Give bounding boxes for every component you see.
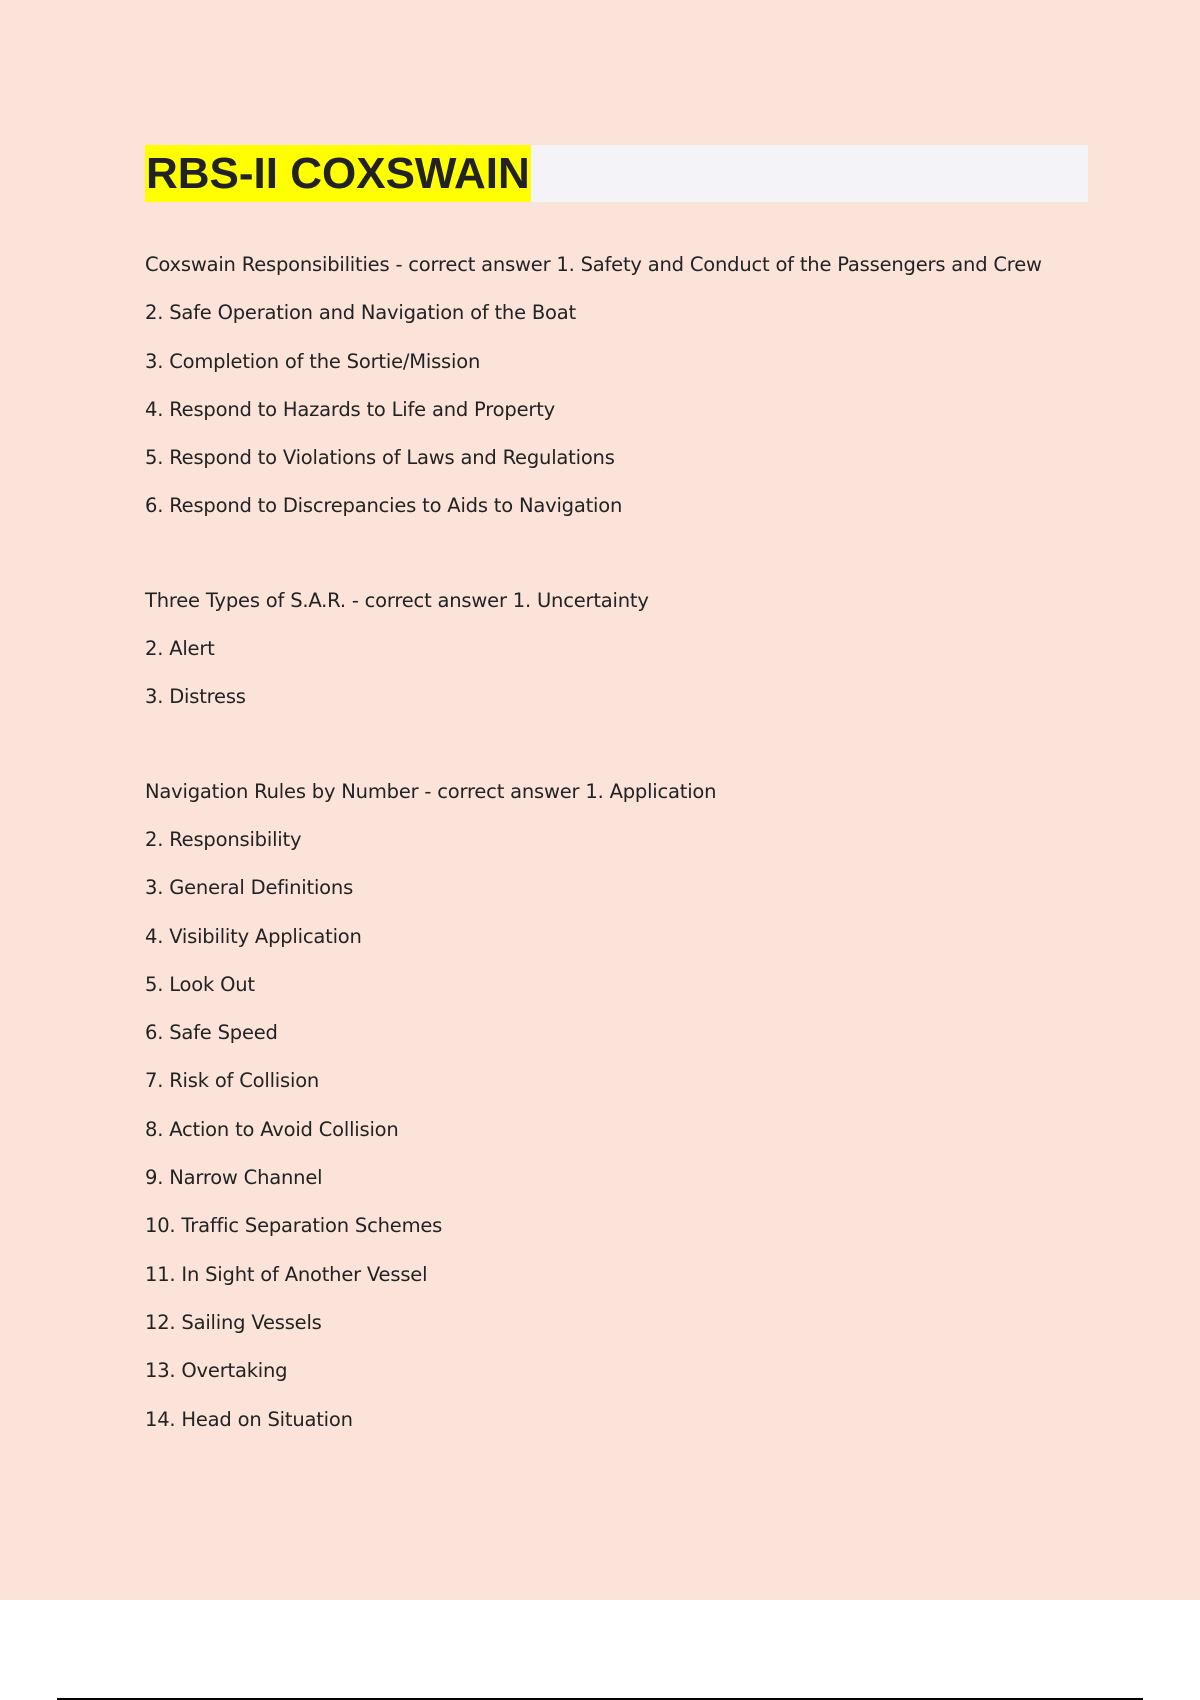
text-line: 3. Completion of the Sortie/Mission [145,349,481,373]
text-line: 4. Respond to Hazards to Life and Property [145,397,555,421]
text-line: 11. In Sight of Another Vessel [145,1262,428,1286]
section-sar-types [145,584,1105,729]
text-line: 6. Safe Speed [145,1021,278,1045]
document-body [145,248,1105,1451]
section-navigation-rules [145,775,1105,1451]
section-coxswain-responsibilities [145,248,1105,538]
text-line: 3. General Definitions [145,876,354,900]
text-line: 8. Action to Avoid Collision [145,1117,399,1141]
text-line: 2. Safe Operation and Navigation of the Boat [145,301,576,325]
text-line: 14. Head on Situation [145,1407,353,1431]
text-line: 2. Alert [145,637,215,661]
text-line: 6. Respond to Discrepancies to Aids to Navigation [145,494,623,518]
text-line: 5. Look Out [145,972,255,996]
text-line: 10. Traffic Separation Schemes [145,1214,443,1238]
text-line: 7. Risk of Collision [145,1069,320,1093]
text-line: Navigation Rules by Number - correct answer 1. Application [145,779,717,803]
text-line: 5. Respond to Violations of Laws and Regulations [145,446,615,470]
document-title: RBS-II COXSWAIN [145,145,531,202]
text-line: 12. Sailing Vessels [145,1310,322,1334]
section-spacer [145,538,1105,584]
text-line: 2. Responsibility [145,827,302,851]
text-line: 4. Visibility Application [145,924,362,948]
section-spacer [145,729,1105,775]
text-line: 3. Distress [145,685,246,709]
text-line: Coxswain Responsibilities - correct answer 1. Safety and Conduct of the Passengers and Crew [145,253,1042,276]
text-line: Three Types of S.A.R. - correct answer 1. Uncertainty [145,588,649,612]
text-line: 13. Overtaking [145,1359,288,1383]
text-line: 9. Narrow Channel [145,1166,323,1190]
